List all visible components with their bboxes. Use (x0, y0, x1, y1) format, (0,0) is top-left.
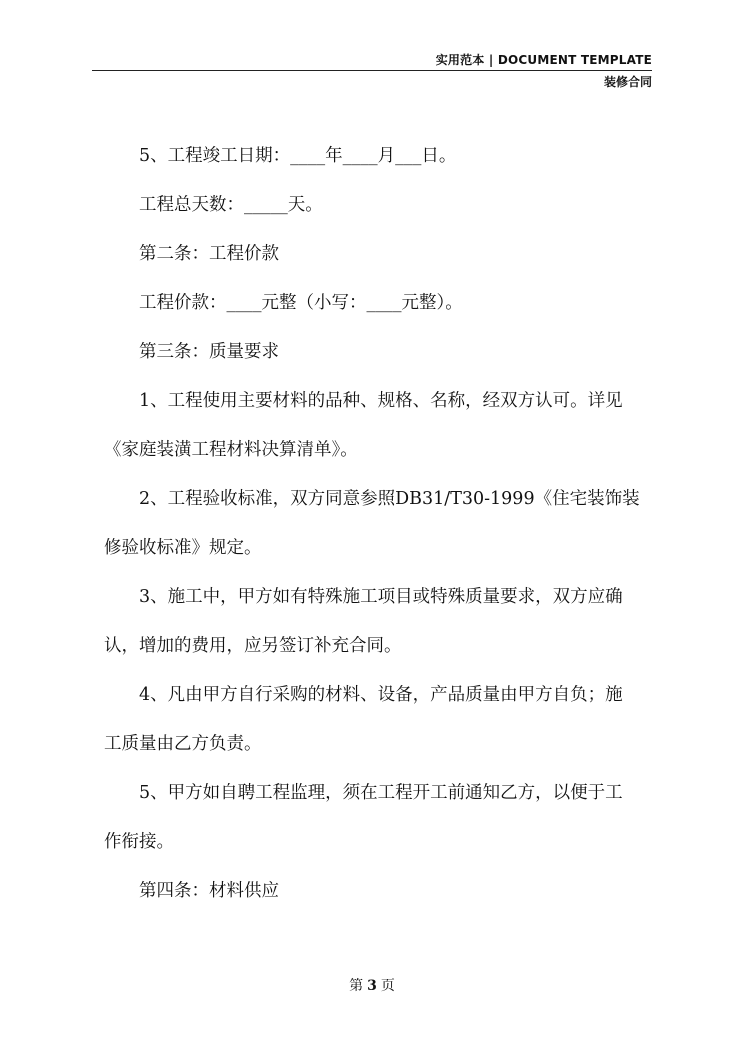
paragraph-quality-2-cont: 修验收标准》规定。 (104, 538, 262, 558)
paragraph-quality-5-cont: 作衔接。 (104, 832, 174, 852)
paragraph-quality-4: 4、凡由甲方自行采购的材料、设备，产品质量由甲方自负；施 (139, 685, 623, 705)
header-subtitle: 装修合同 (603, 75, 652, 89)
paragraph-quality-1: 1、工程使用主要材料的品种、规格、名称，经双方认可。详见 (139, 391, 623, 411)
paragraph-completion-date: 5、工程竣工日期：____年____月___日。 (139, 146, 457, 166)
footer-prefix: 第 (349, 978, 364, 994)
section-heading-2: 第二条：工程价款 (139, 244, 279, 264)
section-heading-4: 第四条：材料供应 (139, 881, 279, 901)
paragraph-quality-5: 5、甲方如自聘工程监理，须在工程开工前通知乙方，以便于工 (139, 783, 623, 803)
page-footer (0, 975, 744, 995)
paragraph-price: 工程价款：____元整（小写：____元整）。 (139, 293, 463, 313)
page-header (92, 52, 652, 89)
document-body (104, 132, 656, 916)
paragraph-quality-3: 3、施工中，甲方如有特殊施工项目或特殊质量要求，双方应确 (139, 587, 623, 607)
header-title: 实用范本 | DOCUMENT TEMPLATE (435, 53, 652, 67)
paragraph-quality-3-cont: 认，增加的费用，应另签订补充合同。 (104, 636, 402, 656)
section-heading-3: 第三条：质量要求 (139, 342, 279, 362)
paragraph-quality-2: 2、工程验收标准，双方同意参照DB31/T30-1999《住宅装饰装 (139, 489, 640, 509)
paragraph-quality-4-cont: 工质量由乙方负责。 (104, 734, 262, 754)
header-rule (92, 70, 652, 71)
paragraph-quality-1-cont: 《家庭装潢工程材料决算清单》。 (104, 440, 358, 460)
paragraph-total-days: 工程总天数：_____天。 (139, 195, 323, 215)
page-number: 3 (367, 978, 377, 994)
footer-suffix: 页 (380, 978, 395, 994)
